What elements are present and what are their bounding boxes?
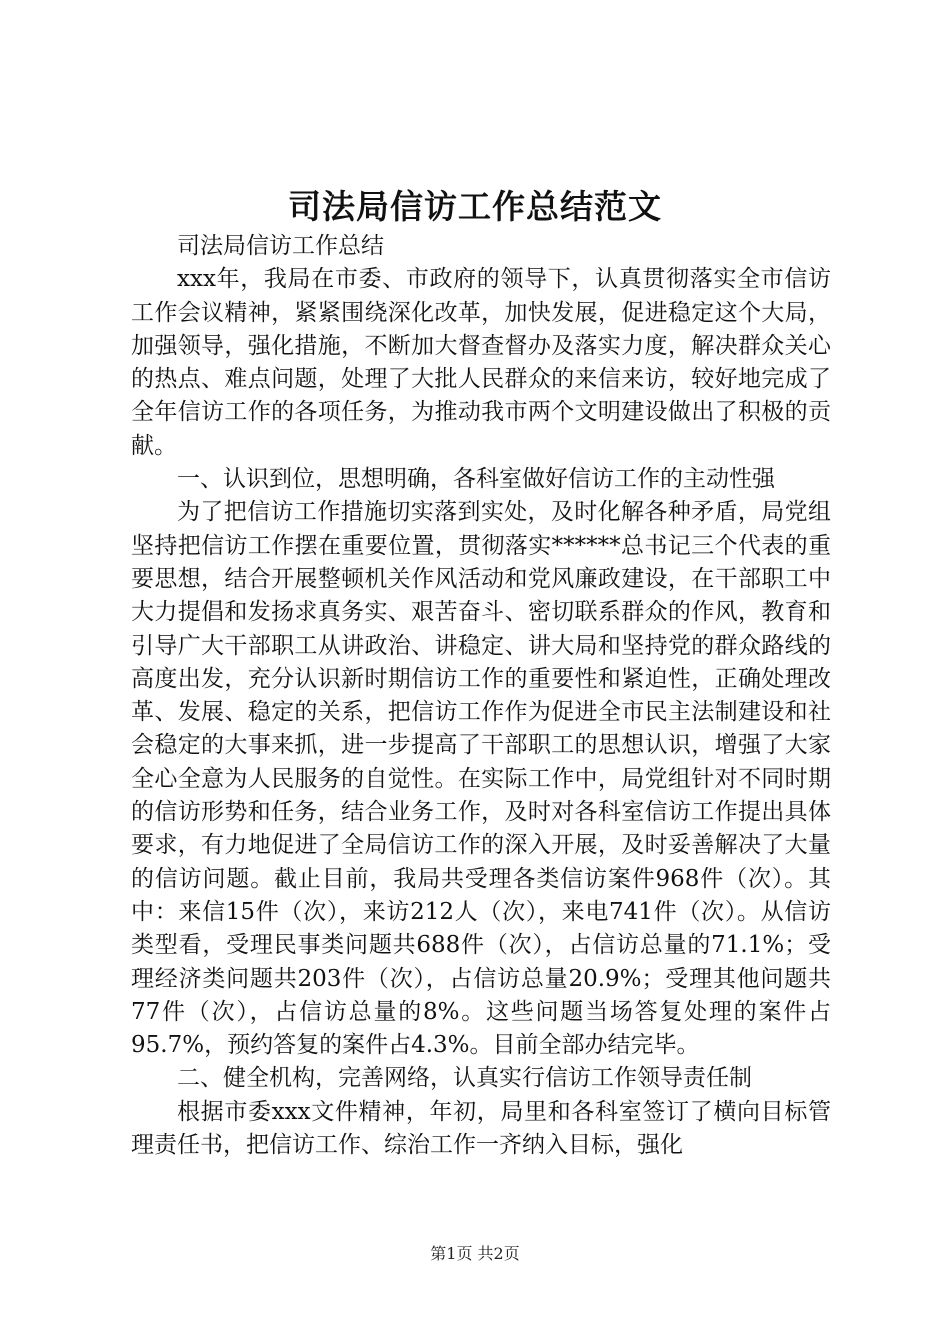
- page-number-footer: 第1页 共2页: [430, 1244, 520, 1263]
- document-title: 司法局信访工作总结范文: [288, 187, 662, 226]
- section-heading-1: 一、认识到位，思想明确，各科室做好信访工作的主动性强: [177, 466, 775, 493]
- section-heading-2: 二、健全机构，完善网络，认真实行信访工作领导责任制: [177, 1065, 752, 1092]
- paragraph-section-1: 为了把信访工作措施切实落到实处，及时化解各种矛盾，局党组坚持把信访工作摆在重要位置，贯彻落实******总书记三个代表的重要思想，结合开展整顿机关作风活动和党风廉政建设，在干部职工中大力提倡和发扬求真务实、艰苦奋斗、密切联系群众的作风，教育和引导广大干部职工从讲政治、讲稳定、讲大局和坚持党的群众路线的高度出发，充分认识新时期信访工作的重要性和紧迫性，正确处理改革、发展、稳定的关系，把信访工作作为促进全市民主法制建设和社会稳定的大事来抓，进一步提高了干部职工的思想认识，增强了大家全心全意为人民服务的自觉性。在实际工作中，局党组针对不同时期的信访形势和任务，结合业务工作，及时对各科室信访工作提出具体要求，有力地促进了全局信访工作的深入开展，及时妥善解决了大量的信访问题。截止目前，我局共受理各类信访案件968件（次）。其中：来信15件（次），来访212人（次），来电741件（次）。从信访类型看，受理民事类问题共688件（次），占信访总量的71.1%；受理经济类问题共203件（次），占信访总量20.9%；受理其他问题共77件（次），占信访总量的8%。这些问题当场答复处理的案件占95.7%，预约答复的案件占4.3%。目前全部办结完毕。: [131, 499, 831, 1059]
- document-body: [131, 230, 831, 1162]
- paragraph-intro: xxx年，我局在市委、市政府的领导下，认真贯彻落实全市信访工作会议精神，紧紧围绕深化改革，加快发展，促进稳定这个大局，加强领导，强化措施，不断加大督查督办及落实力度，解决群众关心的热点、难点问题，处理了大批人民群众的来信来访，较好地完成了全年信访工作的各项任务，为推动我市两个文明建设做出了积极的贡献。: [131, 266, 831, 459]
- paragraph-section-2: 根据市委xxx文件精神，年初，局里和各科室签订了横向目标管理责任书，把信访工作、综治工作一齐纳入目标，强化: [131, 1098, 831, 1159]
- section-heading: 司法局信访工作总结: [177, 233, 384, 259]
